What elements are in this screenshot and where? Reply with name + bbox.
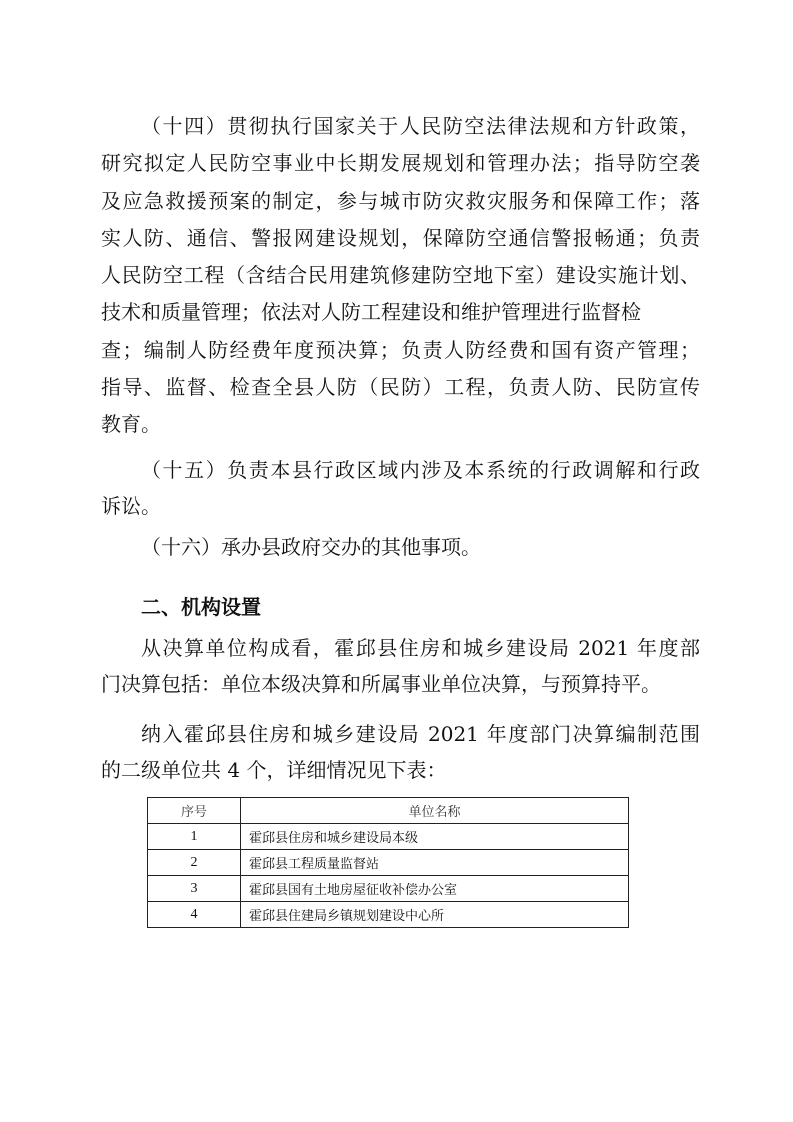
text-line: 教育。 xyxy=(101,412,161,436)
text-line: 人民防空工程（含结合民用建筑修建防空地下室）建设实施计划、 xyxy=(101,263,700,287)
text-line: 门决算包括：单位本级决算和所属事业单位决算，与预算持平。 xyxy=(101,672,661,696)
header-index: 序号 xyxy=(148,798,241,824)
text-line: 及应急救援预案的制定，参与城市防灾救灾服务和保障工作；落 xyxy=(101,189,700,213)
text-line: 查；编制人防经费年度预决算；负责人防经费和国有资产管理； xyxy=(101,338,700,362)
text-line: 指导、监督、检查全县人防（民防）工程，负责人防、民防宣传 xyxy=(101,375,700,399)
cell-index: 1 xyxy=(148,824,241,850)
section-heading: 二、机构设置 xyxy=(141,595,261,619)
text-line: （十五）负责本县行政区域内涉及本系统的行政调解和行政 xyxy=(141,458,700,482)
text-line: 技术和质量管理；依法对人防工程建设和维护管理进行监督检 xyxy=(101,300,641,324)
table-row xyxy=(148,902,629,928)
text-line: 诉讼。 xyxy=(101,494,161,518)
cell-unit-name: 霍邱县住房和城乡建设局本级 xyxy=(241,824,629,850)
text-line: 研究拟定人民防空事业中长期发展规划和管理办法；指导防空袭 xyxy=(101,151,700,175)
cell-index: 2 xyxy=(148,850,241,876)
table-row xyxy=(148,850,629,876)
text-line: 纳入霍邱县住房和城乡建设局 2021 年度部门决算编制范围 xyxy=(141,722,700,746)
text-line: 的二级单位共 4 个，详细情况见下表： xyxy=(101,758,447,782)
text-line: 从决算单位构成看，霍邱县住房和城乡建设局 2021 年度部 xyxy=(141,636,700,660)
units-table xyxy=(147,797,629,928)
text-line: 实人防、通信、警报网建设规划，保障防空通信警报畅通；负责 xyxy=(101,226,700,250)
header-unit-name: 单位名称 xyxy=(241,798,629,824)
cell-index: 3 xyxy=(148,876,241,902)
text-line: （十四）贯彻执行国家关于人民防空法律法规和方针政策， xyxy=(141,114,700,138)
cell-unit-name: 霍邱县国有土地房屋征收补偿办公室 xyxy=(241,876,629,902)
table-header-row xyxy=(148,798,629,824)
table-row xyxy=(148,876,629,902)
table-row xyxy=(148,824,629,850)
cell-unit-name: 霍邱县住建局乡镇规划建设中心所 xyxy=(241,902,629,928)
cell-unit-name: 霍邱县工程质量监督站 xyxy=(241,850,629,876)
cell-index: 4 xyxy=(148,902,241,928)
text-line: （十六）承办县政府交办的其他事项。 xyxy=(141,535,481,559)
